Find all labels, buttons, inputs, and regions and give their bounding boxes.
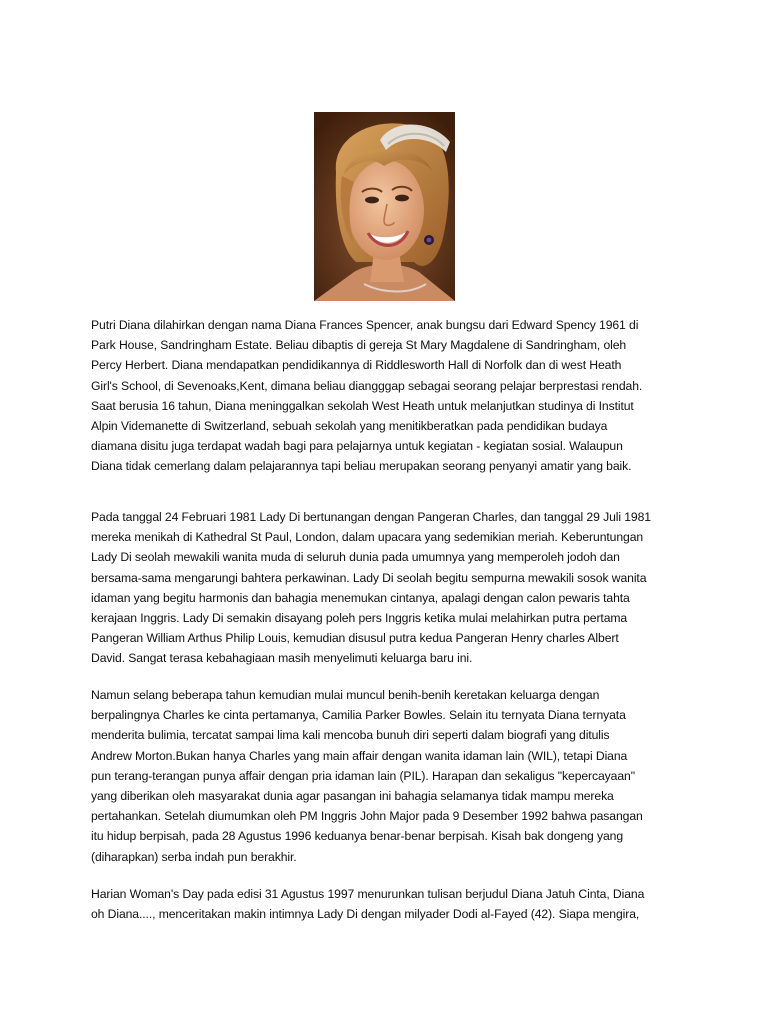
text-line: Park House, Sandringham Estate. Beliau dibaptis di gereja St Mary Magdalene di Sandringham, oleh	[91, 338, 627, 353]
text-line: Percy Herbert. Diana mendapatkan pendidikannya di Riddlesworth Hall di Norfolk dan di west Heath	[91, 358, 622, 373]
text-line: mereka menikah di Kathedral St Paul, London, dalam upacara yang sedemikian meriah. Keberuntungan	[91, 530, 644, 545]
text-line: Alpin Videmanette di Switzerland, sebuah sekolah yang menitikberatkan pada pendidikan budaya	[91, 419, 608, 434]
text-line: Pangeran William Arthus Philip Louis, kemudian disusul putra kedua Pangeran Henry charles Albert	[91, 631, 619, 646]
text-line: Girl's School, di Sevenoaks,Kent, dimana beliau diangggap sebagai seorang pelajar berprestasi rendah.	[91, 378, 643, 393]
text-line: Diana tidak cemerlang dalam pelajarannya tapi beliau merupakan seorang penyanyi amatir yang baik.	[91, 459, 632, 474]
text-line: berpalingnya Charles ke cinta pertamanya, Camilia Parker Bowles. Selain itu ternyata Diana ternyata	[91, 708, 626, 723]
text-line: David. Sangat terasa kebahagiaan masih menyelimuti keluarga baru ini.	[91, 651, 473, 666]
text-line: pertahankan. Setelah diumumkan oleh PM Inggris John Major pada 9 Desember 1992 bahwa pasangan	[91, 809, 643, 824]
paragraph-4	[91, 884, 681, 924]
text-line: Saat berusia 16 tahun, Diana meninggalkan sekolah West Heath untuk melanjutkan studinya di Institut	[91, 398, 634, 413]
text-line: Pada tanggal 24 Februari 1981 Lady Di bertunangan dengan Pangeran Charles, dan tanggal 29 Juli 1981	[91, 510, 651, 524]
paragraph-1	[91, 315, 681, 477]
text-line: pun terang-terangan punya affair dengan pria idaman lain (PIL). Harapan dan sekaligus "kepercayaan"	[91, 768, 635, 783]
text-line: diamana disitu juga terdapat wadah bagi para pelajarnya untuk kegiatan - kegiatan sosial. Walaupun	[91, 439, 623, 454]
text-line: Harian Woman's Day pada edisi 31 Agustus 1997 menurunkan tulisan berjudul Diana Jatuh Cinta, Diana	[91, 887, 645, 901]
portrait-image	[314, 112, 455, 301]
text-line: itu hidup berpisah, pada 28 Agustus 1996 keduanya benar-benar berpisah. Kisah bak dongeng yang	[91, 829, 623, 844]
text-line: Lady Di seolah mewakili wanita muda di seluruh dunia pada umumnya yang memperoleh jodoh dan	[91, 550, 620, 565]
paragraph-2	[91, 507, 681, 669]
text-line: Namun selang beberapa tahun kemudian mulai muncul benih-benih keretakan keluarga dengan	[91, 688, 600, 702]
text-line: (diharapkan) serba indah pun berakhir.	[91, 849, 297, 864]
paragraph-3	[91, 685, 681, 867]
text-line: menderita bulimia, tercatat sampai lima kali mencoba bunuh diri seperti dalam biografi yang ditulis	[91, 728, 610, 743]
text-line: kerajaan Inggris. Lady Di semakin disayang poleh pers Inggris ketika mulai melahirkan putra pertama	[91, 611, 628, 626]
text-line: Putri Diana dilahirkan dengan nama Diana Frances Spencer, anak bungsu dari Edward Spency 1961 di	[91, 318, 639, 332]
text-line: yang diberikan oleh masyarakat dunia agar pasangan ini bahagia selamanya tidak mampu mereka	[91, 789, 614, 804]
text-line: oh Diana...., menceritakan makin intimnya Lady Di dengan milyader Dodi al-Fayed (42). Siapa mengira,	[91, 907, 640, 922]
portrait-photo	[314, 112, 455, 301]
text-line: Andrew Morton.Bukan hanya Charles yang main affair dengan wanita idaman lain (WIL), tetapi Diana	[91, 748, 628, 763]
text-line: idaman yang begitu harmonis dan bahagia menemukan cintanya, apalagi dengan calon pewaris tahta	[91, 590, 630, 605]
text-line: bersama-sama mengarungi bahtera perkawinan. Lady Di seolah begitu sempurna mewakili sosok wanita	[91, 570, 647, 585]
